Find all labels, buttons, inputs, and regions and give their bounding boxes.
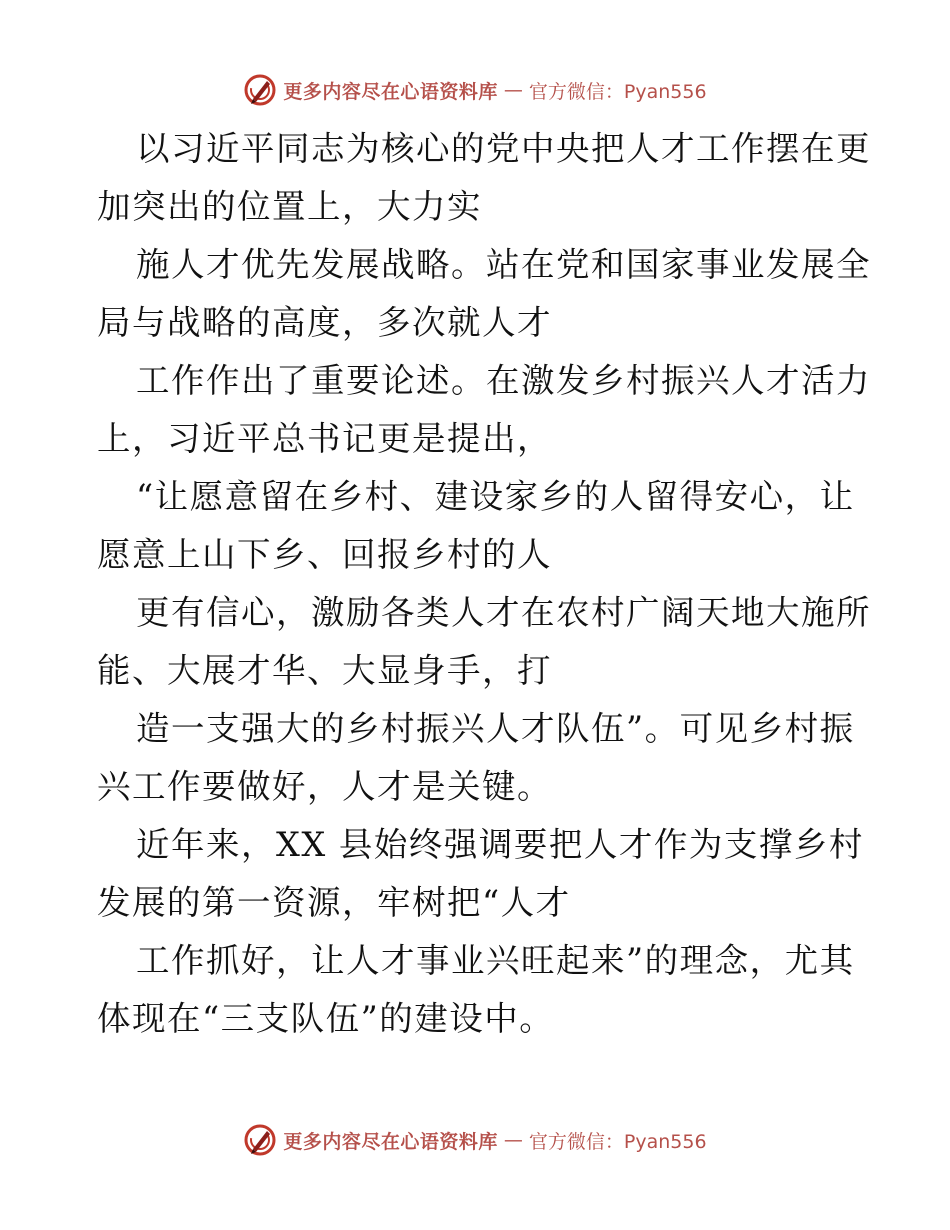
- body-line: 兴工作要做好，人才是关键。: [97, 767, 552, 806]
- body-line: 愿意上山下乡、回报乡村的人: [97, 535, 552, 574]
- body-line: 能、大展才华、大显身手，打: [97, 651, 552, 690]
- pen-logo-icon: [243, 1123, 277, 1157]
- body-line: 施人才优先发展战略。站在党和国家事业发展全: [136, 245, 871, 284]
- body-line: 以习近平同志为核心的党中央把人才工作摆在更: [136, 129, 871, 168]
- header-banner: [0, 70, 950, 110]
- body-line: 更有信心，激励各类人才在农村广阔天地大施所: [136, 593, 871, 632]
- footer-separator: —: [503, 1129, 523, 1151]
- body-line: 造一支强大的乡村振兴人才队伍”。可见乡村振: [136, 709, 855, 748]
- header-brand-text: 更多内容尽在心语资料库: [283, 80, 498, 103]
- footer-brand-text: 更多内容尽在心语资料库: [283, 1130, 498, 1153]
- body-line: 工作抓好，让人才事业兴旺起来”的理念，尤其: [136, 941, 855, 980]
- body-line: 体现在“三支队伍”的建设中。: [97, 999, 555, 1038]
- body-line: 加突出的位置上，大力实: [97, 187, 482, 226]
- footer-contact-text: 官方微信：Pyan556: [528, 1130, 707, 1153]
- body-line: 工作作出了重要论述。在激发乡村振兴人才活力: [136, 361, 871, 400]
- body-line: 上，习近平总书记更是提出，: [97, 419, 552, 458]
- pen-logo-icon: [243, 73, 277, 107]
- body-line: “让愿意留在乡村、建设家乡的人留得安心，让: [136, 477, 855, 516]
- body-text: [97, 120, 871, 1048]
- body-line: 近年来，XX 县始终强调要把人才作为支撑乡村: [136, 825, 864, 864]
- header-separator: —: [503, 79, 523, 101]
- body-line: 发展的第一资源，牢树把“人才: [97, 883, 571, 922]
- body-line: 局与战略的高度，多次就人才: [97, 303, 552, 342]
- header-contact-text: 官方微信：Pyan556: [528, 80, 707, 103]
- footer-banner: [0, 1120, 950, 1160]
